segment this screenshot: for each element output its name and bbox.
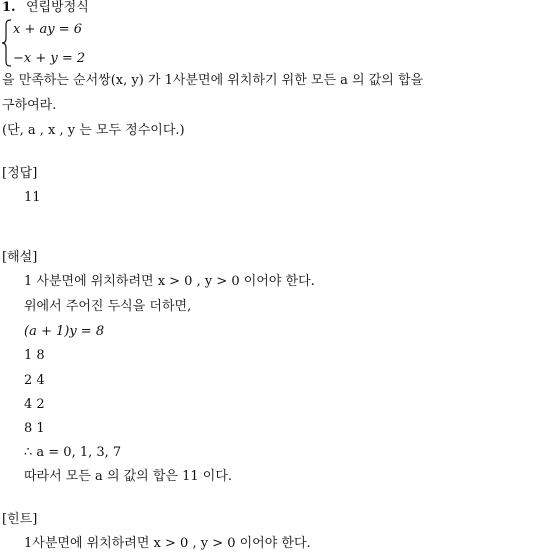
solution-line: 4 2: [24, 397, 45, 412]
solution-line: 1 사분면에 위치하려면 x > 0 , y > 0 이어야 한다.: [24, 274, 315, 289]
solution-line: 8 1: [24, 421, 45, 436]
solution-heading: [해설]: [2, 250, 38, 265]
left-brace: [2, 19, 12, 67]
problem-condition: (단, a , x , y 는 모두 정수이다.): [2, 123, 185, 138]
solution-line: 1 8: [24, 348, 45, 363]
answer-heading: [정답]: [2, 166, 38, 181]
solution-line: 따라서 모든 a 의 값의 합은 11 이다.: [24, 469, 233, 484]
solution-line: ∴ a = 0, 1, 3, 7: [24, 445, 122, 460]
solution-line: (a + 1)y = 8: [24, 324, 105, 339]
problem-text-line-2: 구하여라.: [2, 98, 57, 113]
hint-heading: [힌트]: [2, 512, 38, 527]
equation-2: −x + y = 2: [13, 51, 86, 66]
problem-title: 연립방정식: [26, 0, 89, 15]
problem-text-line-1: 을 만족하는 순서쌍(x, y) 가 1사분면에 위치하기 위한 모든 a 의 값의 합을: [2, 73, 424, 88]
equation-1: x + ay = 6: [13, 22, 83, 37]
hint-text: 1사분면에 위치하려면 x > 0 , y > 0 이어야 한다.: [24, 536, 311, 551]
solution-line: 2 4: [24, 373, 45, 388]
answer-value: 11: [24, 190, 41, 205]
problem-number: 1.: [2, 0, 16, 15]
solution-line: 위에서 주어진 두식을 더하면,: [24, 299, 192, 314]
